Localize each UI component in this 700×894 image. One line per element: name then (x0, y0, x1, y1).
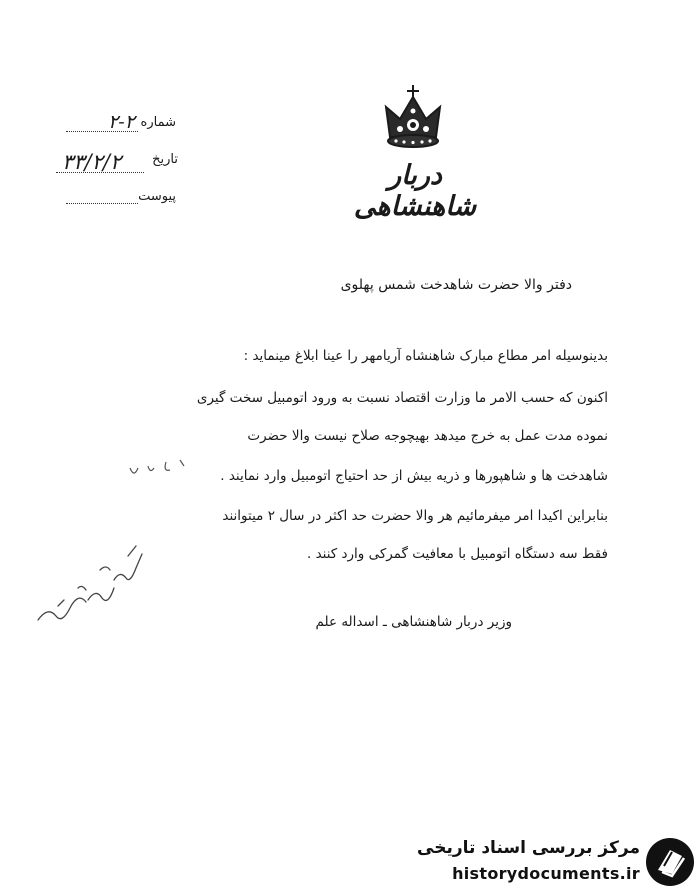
reference-number (66, 111, 176, 139)
letter-line-6: فقط سه دستگاه اتومبیل با معافیت گمرکی وارد کنند . (306, 546, 608, 562)
letter-line-5: بنابراین اکیدا امر میفرمائیم هر والا حضرت حد اکثر در سال ۲ میتوانند (222, 508, 608, 524)
signature: وزیر دربار شاهنشاهی ـ اسداله علم (315, 614, 512, 630)
letter-line-3: نموده مدت عمل به خرج میدهد بهیچوجه صلاح نیست والا حضرت (247, 428, 608, 444)
watermark-title: مرکز بررسی اسناد تاریخی (417, 838, 640, 858)
book-logo-icon (644, 836, 696, 888)
number-value: ۲-۲ (108, 111, 135, 133)
handwritten-margin-note (18, 540, 158, 630)
letter-line-4: شاهدخت ها و شاهپورها و ذریه بیش از حد احتیاج اتومبیل وارد نمایند . (220, 468, 608, 484)
court-name: دربار شاهنشاهی (353, 160, 477, 222)
date-label: تاریخ (152, 152, 178, 167)
addressee: دفتر والا حضرت شاهدخت شمس پهلوی (340, 277, 572, 293)
crown-icon (376, 85, 450, 155)
letter-line-2: اکنون که حسب الامر ما وزارت اقتصاد نسبت به ورود اتومبیل سخت گیری (196, 390, 608, 406)
reference-attachment (66, 189, 176, 211)
attachment-label: پیوست (138, 189, 176, 204)
reference-date (56, 152, 178, 182)
letter-line-1: بدینوسیله امر مطاع مبارک شاهنشاه آریامهر را عینا ابلاغ مینماید : (243, 348, 608, 364)
number-label: شماره (140, 115, 176, 130)
watermark (418, 832, 700, 894)
handwritten-mark (118, 458, 198, 488)
date-value: ۳۳/۲/۲ (62, 150, 122, 174)
watermark-url: historydocuments.ir (452, 864, 640, 883)
